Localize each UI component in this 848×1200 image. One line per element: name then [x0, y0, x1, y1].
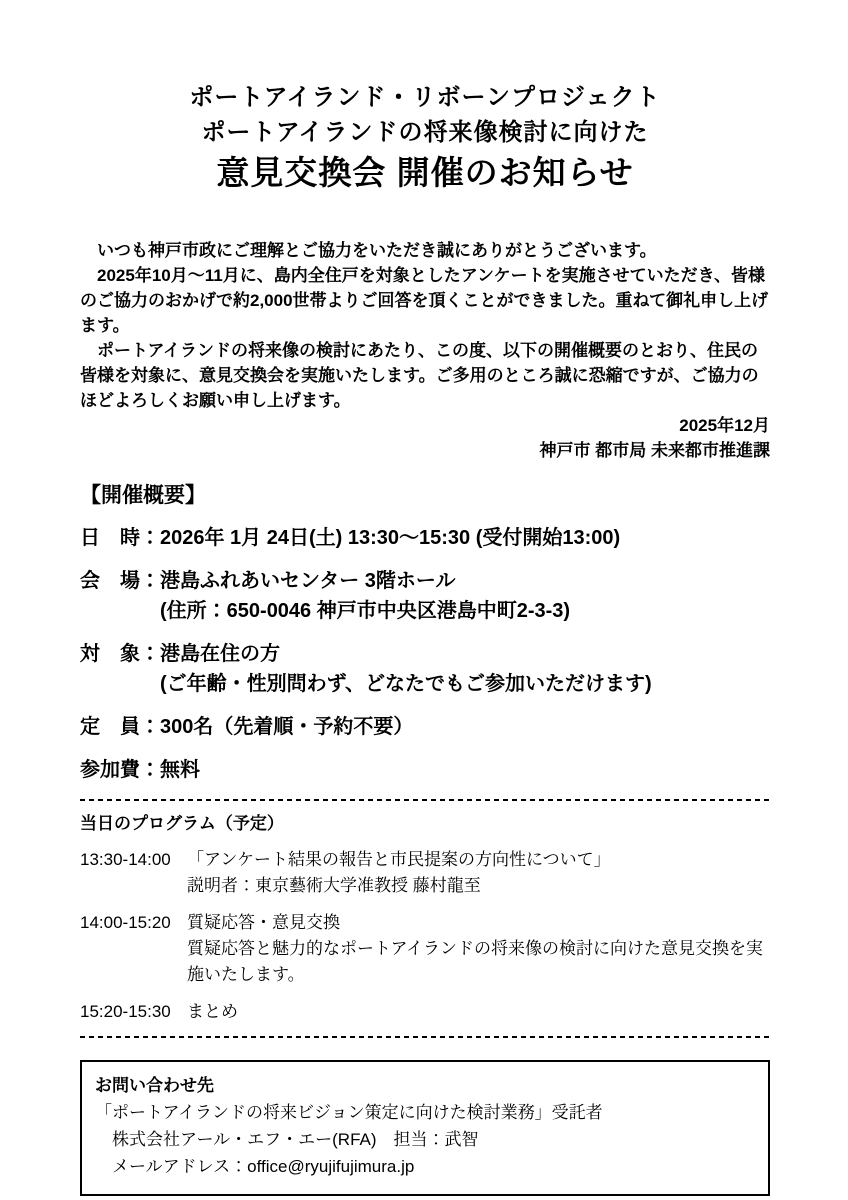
- overview-row-audience: [80, 639, 770, 699]
- dashed-divider-top: [80, 799, 770, 801]
- audience-note: (ご年齢・性別問わず、どなたでもご参加いただけます): [160, 673, 652, 695]
- signoff-organization: 神戸市 都市局 未来都市推進課: [539, 441, 770, 460]
- overview-row-datetime: [80, 523, 770, 553]
- title-line-project: ポートアイランド・リボーンプロジェクト: [189, 84, 661, 111]
- program-content-2: [187, 910, 770, 988]
- title-line-subtitle: ポートアイランドの将来像検討に向けた: [201, 119, 649, 146]
- intro-paragraph-1: いつも神戸市政にご理解とご協力をいただき誠にありがとうございます。: [97, 241, 657, 260]
- overview-value-datetime: 2026年 1月 24日(土) 13:30～15:30 (受付開始13:00): [160, 527, 621, 549]
- contact-box: [80, 1060, 770, 1196]
- intro-paragraph-2: 2025年10月～11月に、島内全住戸を対象としたアンケートを実施させていただき、皆様のご協力のおかげで約2,000世帯よりご回答を頂くことができました。重ねて御礼申し上げます。: [80, 266, 769, 335]
- dashed-divider-bottom: [80, 1036, 770, 1038]
- signoff-block: [80, 413, 770, 463]
- overview-heading: 【開催概要】: [80, 484, 206, 507]
- overview-row-fee: [80, 755, 770, 785]
- overview-value-capacity: 300名（先着順・予約不要）: [160, 716, 414, 738]
- contact-heading: お問い合わせ先: [95, 1076, 214, 1095]
- program-content-1: [187, 847, 770, 899]
- program-item-wrapup: [80, 999, 770, 1025]
- intro-paragraph-3: ポートアイランドの将来像の検討にあたり、この度、以下の開催概要のとおり、住民の皆様を対象に、意見交換会を実施いたします。ご多用のところ誠に恐縮ですが、ご協力のほどよろしくお願い申し上げます。: [80, 341, 759, 410]
- overview-label-datetime: 日 時：: [80, 527, 160, 549]
- program-item-1-title: 「アンケート結果の報告と市民提案の方向性について」: [187, 850, 611, 869]
- overview-row-venue: [80, 566, 770, 626]
- signoff-date: 2025年12月: [679, 416, 770, 435]
- overview-rows: [80, 523, 770, 785]
- contact-company-line: 株式会社アール・エフ・エー(RFA) 担当：武智: [112, 1130, 479, 1149]
- program-item-1-speaker: 説明者：東京藝術大学准教授 藤村龍至: [187, 876, 481, 895]
- program-time-1: 13:30-14:00: [80, 850, 171, 869]
- page-title: 意見交換会 開催のお知らせ: [216, 154, 634, 191]
- program-heading: 当日のプログラム（予定）: [80, 814, 284, 833]
- contact-project-line: 「ポートアイランドの将来ビジョン策定に向けた検討業務」受託者: [95, 1103, 603, 1122]
- program-time-3: 15:20-15:30: [80, 1002, 171, 1021]
- overview-label-fee: 参加費：: [80, 759, 160, 781]
- program-item-2-description: 質疑応答と魅力的なポートアイランドの将来像の検討に向けた意見交換を実施いたします。: [187, 939, 763, 984]
- program-items: [80, 847, 770, 1025]
- program-item-presentation: [80, 847, 770, 899]
- intro-paragraphs: [80, 238, 770, 413]
- program-item-2-title: 質疑応答・意見交換: [187, 913, 340, 932]
- venue-name: 港島ふれあいセンター 3階ホール: [160, 570, 456, 592]
- overview-label-venue: 会 場：: [80, 570, 160, 592]
- overview-label-audience: 対 象：: [80, 643, 160, 665]
- audience-main: 港島在住の方: [160, 643, 280, 665]
- contact-email-line: メールアドレス：office@ryujifujimura.jp: [112, 1157, 415, 1176]
- title-block: [80, 80, 770, 196]
- program-time-2: 14:00-15:20: [80, 913, 171, 932]
- overview-value-fee: 無料: [160, 759, 200, 781]
- venue-address: (住所：650-0046 神戸市中央区港島中町2-3-3): [160, 600, 571, 622]
- overview-row-capacity: [80, 712, 770, 742]
- program-content-3: まとめ: [187, 1002, 238, 1021]
- overview-label-capacity: 定 員：: [80, 716, 160, 738]
- program-item-qa: [80, 910, 770, 988]
- overview-value-audience: [160, 639, 770, 699]
- overview-value-venue: [160, 566, 770, 626]
